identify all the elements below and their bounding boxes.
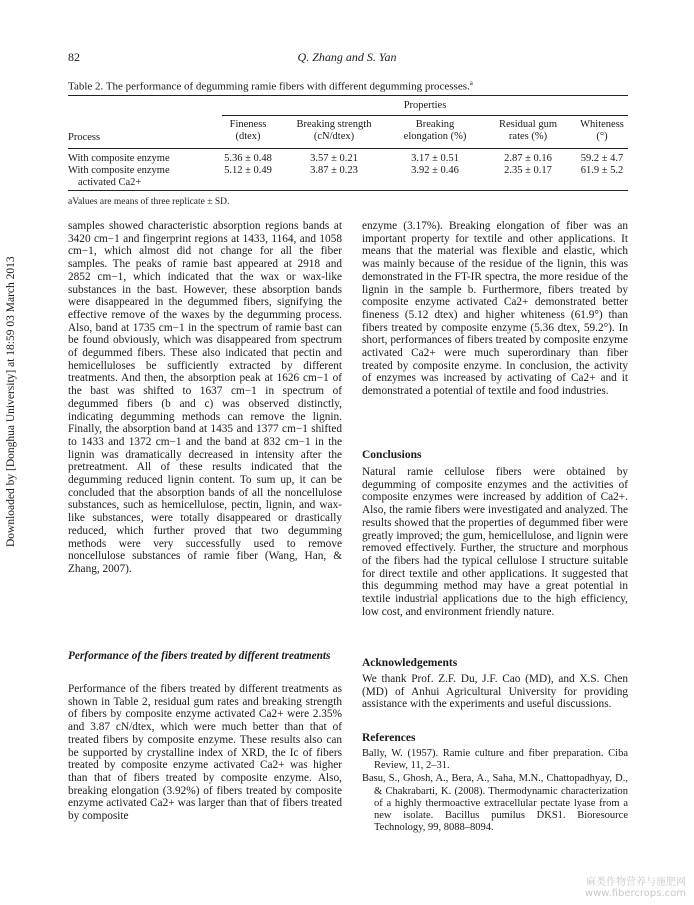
acknowledgements-text [362,673,628,711]
table-cell: 3.57 ± 0.21 [310,153,358,164]
reference-item: Basu, S., Ghosh, A., Bera, A., Saha, M.N., Chattopadhyay, D., & Chakrabarti, K. (2008). Thermodynamic characterization of a highly thermoactive extracellular pectate lyase from a new isolate. Bacillus pumilus DKS1. Bioresource Technology, 99, 8088–8094. [362,773,628,834]
table-cell: 3.87 ± 0.23 [310,165,358,176]
conclusions-heading: Conclusions [362,449,422,461]
table-cell: 5.12 ± 0.49 [224,165,272,176]
table-cell: 2.87 ± 0.16 [504,153,552,164]
col-header-fineness [210,119,286,143]
conclusions-text [362,466,628,618]
col-header-line1: Breaking [415,119,455,130]
table-group-rule [222,115,628,116]
col-header-line1: Residual gum [498,119,558,130]
table-cell: 61.9 ± 5.2 [580,165,624,176]
left-column-para1 [68,220,342,576]
col-header-whiteness [572,119,632,143]
table-group-header: Properties [403,100,447,111]
table-cell: 3.17 ± 0.51 [411,153,459,164]
acknowledgements-heading: Acknowledgements [362,657,458,669]
reference-item: Bally, W. (1957). Ramie culture and fiber preparation. Ciba Review, 11, 2–31. [362,748,628,772]
site-watermark [585,877,686,899]
references-heading: References [362,732,416,744]
body-paragraph: Performance of the fibers treated by different treatments as shown in Table 2, residual gum rates and breaking strength of fibers by composite enzyme activated Ca2+ were 2.35% and 3.87 cN/dtex, which were much better than that of treated fibers by composite enzyme. These results also can be supported by crystalline index of XRD, the Ic of fibers treated by composite enzyme activated Ca2+ was higher than that of fibers treated by composite enzyme. Also, breaking elongation (3.92%) of fibers treated by composite enzyme activated Ca2+ was larger than that of fibers treated by composite [68,683,342,823]
table-cell: 3.92 ± 0.46 [411,165,459,176]
table-row-process: With composite enzyme [68,153,170,164]
left-column-para2 [68,683,342,823]
table-cell: 59.2 ± 4.7 [580,153,624,164]
table-footnote: aValues are means of three replicate ± SD. [68,197,230,207]
watermark-line1: 麻类作物营养与施肥网 [586,877,686,888]
right-column-para1 [362,220,628,398]
col-header-line1: Breaking strength [296,119,372,130]
col-header-line1: Fineness [229,119,267,130]
table-row-process-cont: activated Ca2+ [78,177,142,188]
col-header-line2: (°) [596,131,608,142]
col-header-line2: (cN/dtex) [313,131,355,142]
section-subheading: Performance of the fibers treated by different treatments [68,650,331,662]
table-caption-sup: a [469,79,473,87]
body-paragraph: enzyme (3.17%). Breaking elongation of fiber was an important property for textile and other applications. It means that the material was flexible and elastic, which was mainly because of the residue of the lignin, this was demonstrated in the FT-IR spectra, the more residue of the lignin in the sample b. Furthermore, fibers treated by composite enzyme activated Ca2+ demonstrated better fineness (5.12 dtex) and higher whiteness (61.9°) than fibers treated by composite enzyme (5.36 dtex, 59.2°). In short, performances of fibers treated by composite enzyme activated Ca2+ were much superordinary than fiber treated by composite enzyme. In conclusion, the activity of enzymes was increased by activating of Ca2+ and it demonstrated a potential of textile and food industries. [362,220,628,398]
col-header-residual-gum [486,119,570,143]
col-header-line1: Whiteness [580,119,624,130]
col-header-line2: (dtex) [235,131,261,142]
body-paragraph: Natural ramie cellulose fibers were obtained by degumming of composite enzymes and the activities of composite enzymes were increased by addition of Ca2+. Also, the ramie fibers were investigated and analyzed. The results showed that the properties of degummed fiber were greatly improved; the gum, hemicellulose, and lignin were removed effectively. Further, the structure and morphous of the fibers had the typical cellulose I structure suitable for direct textile and other applications. It suggested that this degumming method may have a great potential in textile industrial applications due to the high efficiency, low cost, and environment friendly nature. [362,466,628,618]
table-header-rule [68,148,628,149]
col-header-line2: elongation (%) [403,131,467,142]
page-number: 82 [68,50,80,64]
table-process-header: Process [68,132,101,143]
running-header-authors: Q. Zhang and S. Yan [297,50,397,64]
table-cell: 2.35 ± 0.17 [504,165,552,176]
col-header-line2: rates (%) [508,131,548,142]
table-bottom-rule [68,190,628,191]
table-caption-text: Table 2. The performance of degumming ramie fibers with different degumming processes. [68,80,470,93]
body-paragraph: samples showed characteristic absorption regions bands at 3420 cm−1 and fingerprint regions at 1433, 1164, and 1058 cm−1, which almost did not change for all the fiber samples. The peaks of ramie bast appeared at 2918 and 2852 cm−1, which indicated that the wax or wax-like substances in the bast. However, these absorption bands were disappeared in the degummed fibers, signifying the effective remove of the waxes by the degumming process. Also, band at 1735 cm−1 in the spectrum of ramie bast can be found obviously, which was disappeared from spectrum of degummed fibers. These also indicated that pectin and hemicelluloses be sufficiently extracted by different treatments. And then, the absorption peak at 1626 cm−1 of the bast was shifted to 1637 cm−1 in spectrum of degummed fibers (b and c) was observed distinctly, indicating degumming methods can remove the lignin. Finally, the absorption band at 1435 and 1377 cm−1 shifted to 1433 and 1372 cm−1 and the band at 832 cm−1 in the lignin was dramatically decreased in intensity after the pretreatment. All of these results indicated that the degumming reduced lignin content. To sum up, it can be concluded that the absorption bands of all the noncellulose substances, such as hemicellulose, pectin, lignin, and wax-like substances, were totally disappeared or drastically reduced, which further proved that two degumming methods were very successfully used to remove noncellulose substances of ramie fiber (Wang, Han, & Zhang, 2007). [68,220,342,575]
body-paragraph: We thank Prof. Z.F. Du, J.F. Cao (MD), and X.S. Chen (MD) of Anhui Agricultural University for providing assistance with the experiments and useful discussions. [362,673,628,711]
table-top-rule [68,95,628,96]
watermark-line2: www.fibercrops.com [584,888,686,899]
col-header-elongation [390,119,480,143]
download-sidebar: Downloaded by [Donghua University] at 18:59 03 March 2013 [5,256,17,547]
col-header-strength [288,119,380,143]
references-list [362,748,628,835]
table-caption [68,79,628,93]
table-cell: 5.36 ± 0.48 [224,153,272,164]
table-row-process: With composite enzyme [68,165,170,176]
